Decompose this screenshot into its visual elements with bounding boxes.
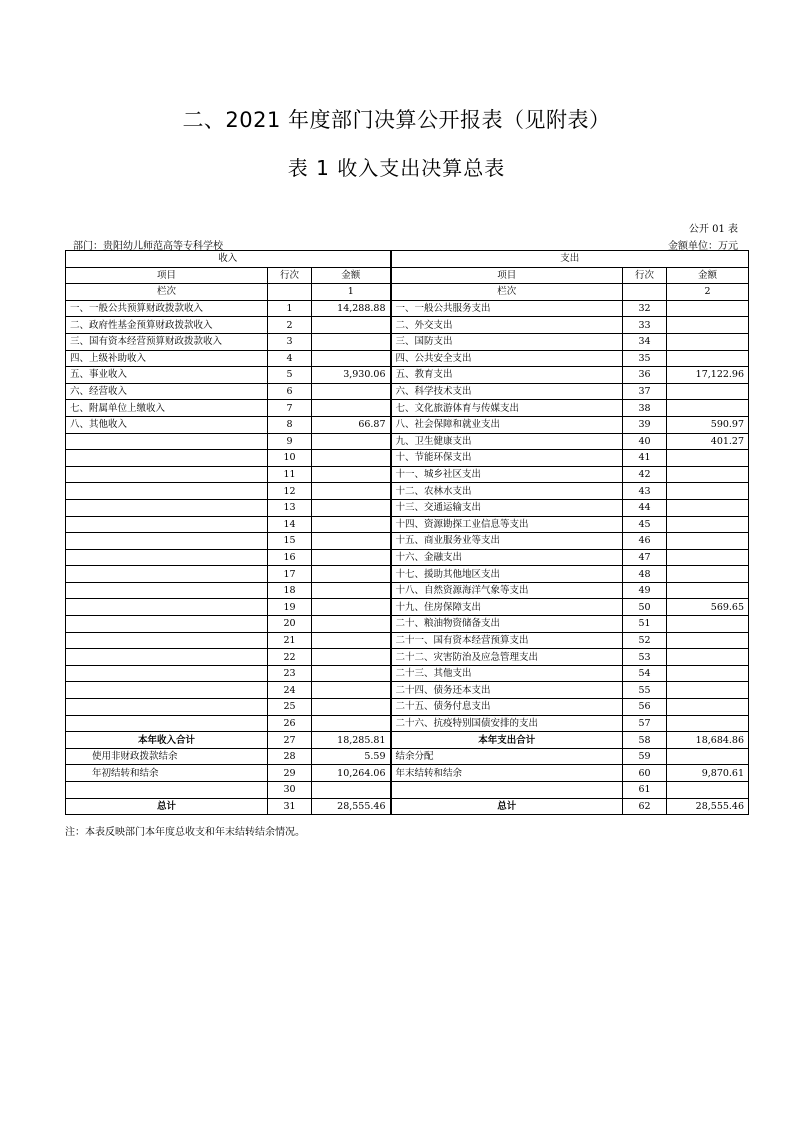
expense-item: 八、社会保障和就业支出 xyxy=(391,416,623,433)
page-title: 二、2021 年度部门决算公开报表（见附表） xyxy=(182,108,611,132)
expense-line-no: 52 xyxy=(623,632,667,649)
expense-amount xyxy=(667,466,749,483)
expense-total-amount: 28,555.46 xyxy=(667,798,749,815)
expense-item: 十、节能环保支出 xyxy=(391,450,623,467)
income-item: 六、经营收入 xyxy=(66,383,268,400)
expense-line-no: 34 xyxy=(623,333,667,350)
income-line-no: 4 xyxy=(268,350,312,367)
expense-item: 二十、粮油物资储备支出 xyxy=(391,616,623,633)
expense-item: 二十三、其他支出 xyxy=(391,665,623,682)
income-amount xyxy=(312,433,391,450)
income-amount xyxy=(312,699,391,716)
income-line-no: 19 xyxy=(268,599,312,616)
table-row xyxy=(66,483,749,500)
income-amount xyxy=(312,599,391,616)
table-row xyxy=(66,416,749,433)
table-row xyxy=(66,433,749,450)
table-row xyxy=(66,300,749,317)
income-amount-header: 金额 xyxy=(312,267,391,284)
income-line-no: 22 xyxy=(268,649,312,666)
expense-item: 十五、商业服务业等支出 xyxy=(391,533,623,550)
income-line-no: 17 xyxy=(268,566,312,583)
income-item xyxy=(66,665,268,682)
table-row xyxy=(66,765,749,782)
income-item xyxy=(66,682,268,699)
income-amount: 5.59 xyxy=(312,748,391,765)
income-line-no: 21 xyxy=(268,632,312,649)
table-row xyxy=(66,649,749,666)
expense-amount xyxy=(667,665,749,682)
expense-line-no: 59 xyxy=(623,748,667,765)
income-item: 三、国有资本经营预算财政拨款收入 xyxy=(66,333,268,350)
column-header-row xyxy=(66,267,749,284)
expense-line-no: 43 xyxy=(623,483,667,500)
expense-line-no: 38 xyxy=(623,400,667,417)
expense-line-no: 54 xyxy=(623,665,667,682)
income-line-no: 6 xyxy=(268,383,312,400)
expense-line-no: 57 xyxy=(623,715,667,732)
income-item: 使用非财政拨款结余 xyxy=(66,748,268,765)
income-item xyxy=(66,715,268,732)
income-amount: 14,288.88 xyxy=(312,300,391,317)
income-item: 二、政府性基金预算财政拨款收入 xyxy=(66,317,268,334)
expense-line-no: 42 xyxy=(623,466,667,483)
expense-line-no: 56 xyxy=(623,699,667,716)
table-row xyxy=(66,317,749,334)
table-row xyxy=(66,499,749,516)
income-index-line xyxy=(268,284,312,301)
income-amount xyxy=(312,333,391,350)
expense-item-header: 项目 xyxy=(391,267,623,284)
table-row xyxy=(66,450,749,467)
table-row xyxy=(66,383,749,400)
income-amount xyxy=(312,533,391,550)
income-item xyxy=(66,599,268,616)
income-amount: 3,930.06 xyxy=(312,367,391,384)
expense-amount xyxy=(667,682,749,699)
expense-item: 二十二、灾害防治及应急管理支出 xyxy=(391,649,623,666)
table-row xyxy=(66,582,749,599)
expense-line-no: 51 xyxy=(623,616,667,633)
expense-item: 十八、自然资源海洋气象等支出 xyxy=(391,582,623,599)
expense-amount xyxy=(667,400,749,417)
income-item xyxy=(66,433,268,450)
income-line-no: 7 xyxy=(268,400,312,417)
table-row xyxy=(66,682,749,699)
income-expense-table xyxy=(65,250,749,815)
expense-line-no: 33 xyxy=(623,317,667,334)
expense-subtotal-line-no: 58 xyxy=(623,732,667,749)
expense-amount xyxy=(667,649,749,666)
expense-amount: 590.97 xyxy=(667,416,749,433)
income-amount xyxy=(312,549,391,566)
income-line-no: 9 xyxy=(268,433,312,450)
expense-item: 九、卫生健康支出 xyxy=(391,433,623,450)
expense-amount xyxy=(667,483,749,500)
expense-line-no: 50 xyxy=(623,599,667,616)
expense-amount: 9,870.61 xyxy=(667,765,749,782)
income-amount xyxy=(312,466,391,483)
income-line-no: 5 xyxy=(268,367,312,384)
income-total-line-no: 31 xyxy=(268,798,312,815)
table-row xyxy=(66,533,749,550)
expense-line-no: 44 xyxy=(623,499,667,516)
expense-amount xyxy=(667,566,749,583)
income-amount xyxy=(312,616,391,633)
income-subtotal-line-no: 27 xyxy=(268,732,312,749)
income-line-no: 26 xyxy=(268,715,312,732)
expense-amount xyxy=(667,333,749,350)
expense-amount: 17,122.96 xyxy=(667,367,749,384)
income-column-number: 1 xyxy=(312,284,391,301)
income-amount xyxy=(312,566,391,583)
income-line-no: 18 xyxy=(268,582,312,599)
expense-item: 二十一、国有资本经营预算支出 xyxy=(391,632,623,649)
expense-amount xyxy=(667,699,749,716)
income-amount xyxy=(312,499,391,516)
income-amount: 66.87 xyxy=(312,416,391,433)
expense-item: 三、国防支出 xyxy=(391,333,623,350)
income-item xyxy=(66,466,268,483)
income-amount xyxy=(312,350,391,367)
income-amount xyxy=(312,400,391,417)
expense-item: 四、公共安全支出 xyxy=(391,350,623,367)
expense-line-no: 45 xyxy=(623,516,667,533)
expense-line-header: 行次 xyxy=(623,267,667,284)
income-line-no: 1 xyxy=(268,300,312,317)
income-line-no: 14 xyxy=(268,516,312,533)
income-item xyxy=(66,649,268,666)
income-subtotal-label: 本年收入合计 xyxy=(66,732,268,749)
expense-amount-header: 金额 xyxy=(667,267,749,284)
expense-amount: 401.27 xyxy=(667,433,749,450)
expense-amount xyxy=(667,516,749,533)
section-header-row xyxy=(66,251,749,268)
income-amount xyxy=(312,715,391,732)
income-line-no: 25 xyxy=(268,699,312,716)
expense-line-no: 35 xyxy=(623,350,667,367)
expense-index-line xyxy=(623,284,667,301)
expense-amount xyxy=(667,782,749,799)
table-row xyxy=(66,367,749,384)
expense-item: 十四、资源勘探工业信息等支出 xyxy=(391,516,623,533)
table-row xyxy=(66,616,749,633)
income-line-no: 12 xyxy=(268,483,312,500)
table-row xyxy=(66,400,749,417)
income-item xyxy=(66,516,268,533)
expense-line-no: 40 xyxy=(623,433,667,450)
income-line-no: 20 xyxy=(268,616,312,633)
income-item xyxy=(66,549,268,566)
income-line-header: 行次 xyxy=(268,267,312,284)
income-amount xyxy=(312,665,391,682)
expense-amount xyxy=(667,616,749,633)
income-line-no: 23 xyxy=(268,665,312,682)
expense-amount xyxy=(667,450,749,467)
expense-line-no: 46 xyxy=(623,533,667,550)
table-title: 表 1 收入支出决算总表 xyxy=(287,156,506,180)
form-number: 公开 01 表 xyxy=(688,224,738,235)
expense-subtotal-label: 本年支出合计 xyxy=(391,732,623,749)
expense-item: 二十六、抗疫特别国债安排的支出 xyxy=(391,715,623,732)
expense-item: 六、科学技术支出 xyxy=(391,383,623,400)
income-line-no: 13 xyxy=(268,499,312,516)
expense-amount xyxy=(667,499,749,516)
expense-amount xyxy=(667,632,749,649)
expense-section-header: 支出 xyxy=(391,251,749,268)
expense-amount xyxy=(667,350,749,367)
expense-line-no: 47 xyxy=(623,549,667,566)
table-row xyxy=(66,782,749,799)
expense-amount xyxy=(667,715,749,732)
expense-amount xyxy=(667,317,749,334)
table-row xyxy=(66,748,749,765)
income-item xyxy=(66,616,268,633)
expense-line-no: 53 xyxy=(623,649,667,666)
income-item: 七、附属单位上缴收入 xyxy=(66,400,268,417)
expense-item: 二十五、债务付息支出 xyxy=(391,699,623,716)
table-row xyxy=(66,632,749,649)
income-item: 四、上级补助收入 xyxy=(66,350,268,367)
income-amount: 10,264.06 xyxy=(312,765,391,782)
expense-item xyxy=(391,782,623,799)
income-item xyxy=(66,566,268,583)
income-amount xyxy=(312,483,391,500)
table-row xyxy=(66,599,749,616)
income-item xyxy=(66,582,268,599)
expense-item: 十六、金融支出 xyxy=(391,549,623,566)
income-item xyxy=(66,699,268,716)
expense-amount: 569.65 xyxy=(667,599,749,616)
total-row xyxy=(66,798,749,815)
expense-item: 结余分配 xyxy=(391,748,623,765)
income-item xyxy=(66,450,268,467)
income-total-label: 总计 xyxy=(66,798,268,815)
income-line-no: 11 xyxy=(268,466,312,483)
income-item xyxy=(66,483,268,500)
expense-line-no: 36 xyxy=(623,367,667,384)
income-item xyxy=(66,499,268,516)
expense-line-no: 37 xyxy=(623,383,667,400)
income-line-no: 15 xyxy=(268,533,312,550)
income-line-no: 10 xyxy=(268,450,312,467)
income-amount xyxy=(312,450,391,467)
table-row xyxy=(66,350,749,367)
expense-index-label: 栏次 xyxy=(391,284,623,301)
income-amount xyxy=(312,582,391,599)
income-item xyxy=(66,632,268,649)
income-item: 八、其他收入 xyxy=(66,416,268,433)
table-note: 注：本表反映部门本年度总收支和年末结转结余情况。 xyxy=(65,827,305,838)
table-row xyxy=(66,516,749,533)
income-line-no: 8 xyxy=(268,416,312,433)
expense-item: 十三、交通运输支出 xyxy=(391,499,623,516)
department-label: 部门：贵阳幼儿师范高等专科学校 xyxy=(73,241,223,252)
expense-item: 十七、援助其他地区支出 xyxy=(391,566,623,583)
expense-line-no: 60 xyxy=(623,765,667,782)
table-row xyxy=(66,715,749,732)
income-line-no: 16 xyxy=(268,549,312,566)
income-line-no: 30 xyxy=(268,782,312,799)
expense-line-no: 39 xyxy=(623,416,667,433)
income-section-header: 收入 xyxy=(66,251,391,268)
table-row xyxy=(66,333,749,350)
expense-item: 十一、城乡社区支出 xyxy=(391,466,623,483)
expense-total-line-no: 62 xyxy=(623,798,667,815)
income-item-header: 项目 xyxy=(66,267,268,284)
expense-item: 二十四、债务还本支出 xyxy=(391,682,623,699)
expense-line-no: 49 xyxy=(623,582,667,599)
income-line-no: 24 xyxy=(268,682,312,699)
income-item xyxy=(66,782,268,799)
income-amount xyxy=(312,682,391,699)
expense-amount xyxy=(667,582,749,599)
income-line-no: 3 xyxy=(268,333,312,350)
expense-amount xyxy=(667,533,749,550)
expense-line-no: 48 xyxy=(623,566,667,583)
income-item: 年初结转和结余 xyxy=(66,765,268,782)
income-total-amount: 28,555.46 xyxy=(312,798,391,815)
column-index-row xyxy=(66,284,749,301)
table-row xyxy=(66,566,749,583)
income-amount xyxy=(312,632,391,649)
table-row xyxy=(66,699,749,716)
income-index-label: 栏次 xyxy=(66,284,268,301)
expense-amount xyxy=(667,383,749,400)
expense-item: 二、外交支出 xyxy=(391,317,623,334)
expense-amount xyxy=(667,748,749,765)
income-amount xyxy=(312,516,391,533)
table-row xyxy=(66,466,749,483)
expense-line-no: 32 xyxy=(623,300,667,317)
table-row xyxy=(66,665,749,682)
income-subtotal-amount: 18,285.81 xyxy=(312,732,391,749)
expense-item: 十二、农林水支出 xyxy=(391,483,623,500)
table-row xyxy=(66,549,749,566)
subtotal-row xyxy=(66,732,749,749)
expense-item: 一、一般公共服务支出 xyxy=(391,300,623,317)
expense-subtotal-amount: 18,684.86 xyxy=(667,732,749,749)
income-amount xyxy=(312,317,391,334)
expense-item: 五、教育支出 xyxy=(391,367,623,384)
income-amount xyxy=(312,782,391,799)
expense-total-label: 总计 xyxy=(391,798,623,815)
income-item xyxy=(66,533,268,550)
expense-line-no: 41 xyxy=(623,450,667,467)
expense-amount xyxy=(667,549,749,566)
expense-column-number: 2 xyxy=(667,284,749,301)
income-item: 一、一般公共预算财政拨款收入 xyxy=(66,300,268,317)
expense-amount xyxy=(667,300,749,317)
income-item: 五、事业收入 xyxy=(66,367,268,384)
income-line-no: 2 xyxy=(268,317,312,334)
expense-item: 十九、住房保障支出 xyxy=(391,599,623,616)
income-amount xyxy=(312,383,391,400)
income-line-no: 29 xyxy=(268,765,312,782)
expense-line-no: 55 xyxy=(623,682,667,699)
expense-line-no: 61 xyxy=(623,782,667,799)
expense-item: 年末结转和结余 xyxy=(391,765,623,782)
expense-item: 七、文化旅游体育与传媒支出 xyxy=(391,400,623,417)
income-amount xyxy=(312,649,391,666)
unit-label: 金额单位：万元 xyxy=(668,241,738,252)
income-line-no: 28 xyxy=(268,748,312,765)
